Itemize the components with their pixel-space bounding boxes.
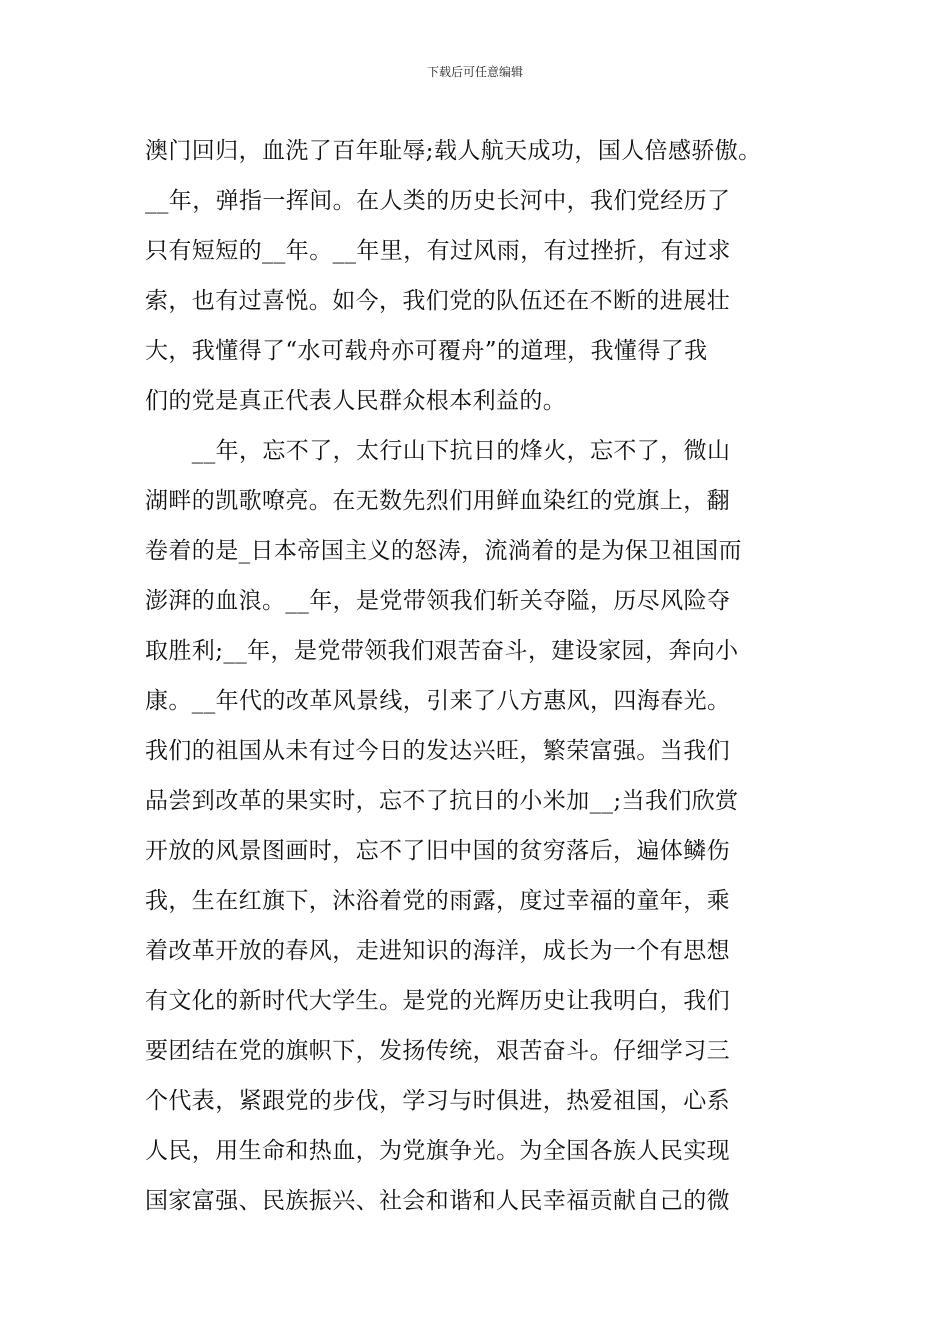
- text-line: 人民，用生命和热血，为党旗争光。为全国各族人民实现: [145, 1138, 730, 1164]
- text-line: 澎湃的血浪。__年，是党带领我们斩关夺隘，历尽风险夺: [145, 588, 731, 614]
- text-line: __年，弹指一挥间。在人类的历史长河中，我们党经历了: [145, 188, 731, 214]
- text-line: 个代表，紧跟党的步伐，学习与时俱进，热爱祖国，心系: [145, 1088, 730, 1114]
- text-line: 我，生在红旗下，沐浴着党的雨露，度过幸福的童年，乘: [145, 888, 730, 914]
- text-line: 取胜利;__年，是党带领我们艰苦奋斗，建设家园，奔向小: [145, 638, 739, 664]
- text-line: 开放的风景图画时，忘不了旧中国的贫穷落后，遍体鳞伤: [145, 838, 730, 864]
- text-line: 澳门回归，血洗了百年耻辱;载人航天成功，国人倍感骄傲。: [145, 138, 762, 164]
- text-line: 们的党是真正代表人民群众根本利益的。: [145, 388, 567, 414]
- page-header: 下载后可任意编辑: [426, 65, 523, 79]
- text-line: 索，也有过喜悦。如今，我们党的队伍还在不断的进展壮: [145, 288, 730, 314]
- text-line: 要团结在党的旗帜下，发扬传统，艰苦奋斗。仔细学习三: [145, 1038, 730, 1064]
- text-line: 康。__年代的改革风景线，引来了八方惠风，四海春光。: [145, 688, 731, 714]
- text-line: 湖畔的凯歌嘹亮。在无数先烈们用鲜血染红的党旗上，翻: [145, 488, 730, 514]
- text-line: 卷着的是_日本帝国主义的怒涛，流淌着的是为保卫祖国而: [145, 538, 742, 564]
- text-line: 我们的祖国从未有过今日的发达兴旺，繁荣富强。当我们: [145, 738, 730, 764]
- text-line: 品尝到改革的果实时，忘不了抗日的小米加__;当我们欣赏: [145, 788, 739, 814]
- text-line: 大，我懂得了“水可载舟亦可覆舟”的道理，我懂得了我: [145, 338, 708, 364]
- text-line: 着改革开放的春风，走进知识的海洋，成长为一个有思想: [145, 938, 730, 964]
- text-line: 国家富强、民族振兴、社会和谐和人民幸福贡献自己的微: [145, 1188, 730, 1214]
- text-line: 只有短短的__年。__年里，有过风雨，有过挫折，有过求: [145, 238, 731, 264]
- document-body: [145, 126, 815, 1226]
- text-line: 有文化的新时代大学生。是党的光辉历史让我明白，我们: [145, 988, 730, 1014]
- text-line: __年，忘不了，太行山下抗日的烽火，忘不了，微山: [145, 438, 731, 464]
